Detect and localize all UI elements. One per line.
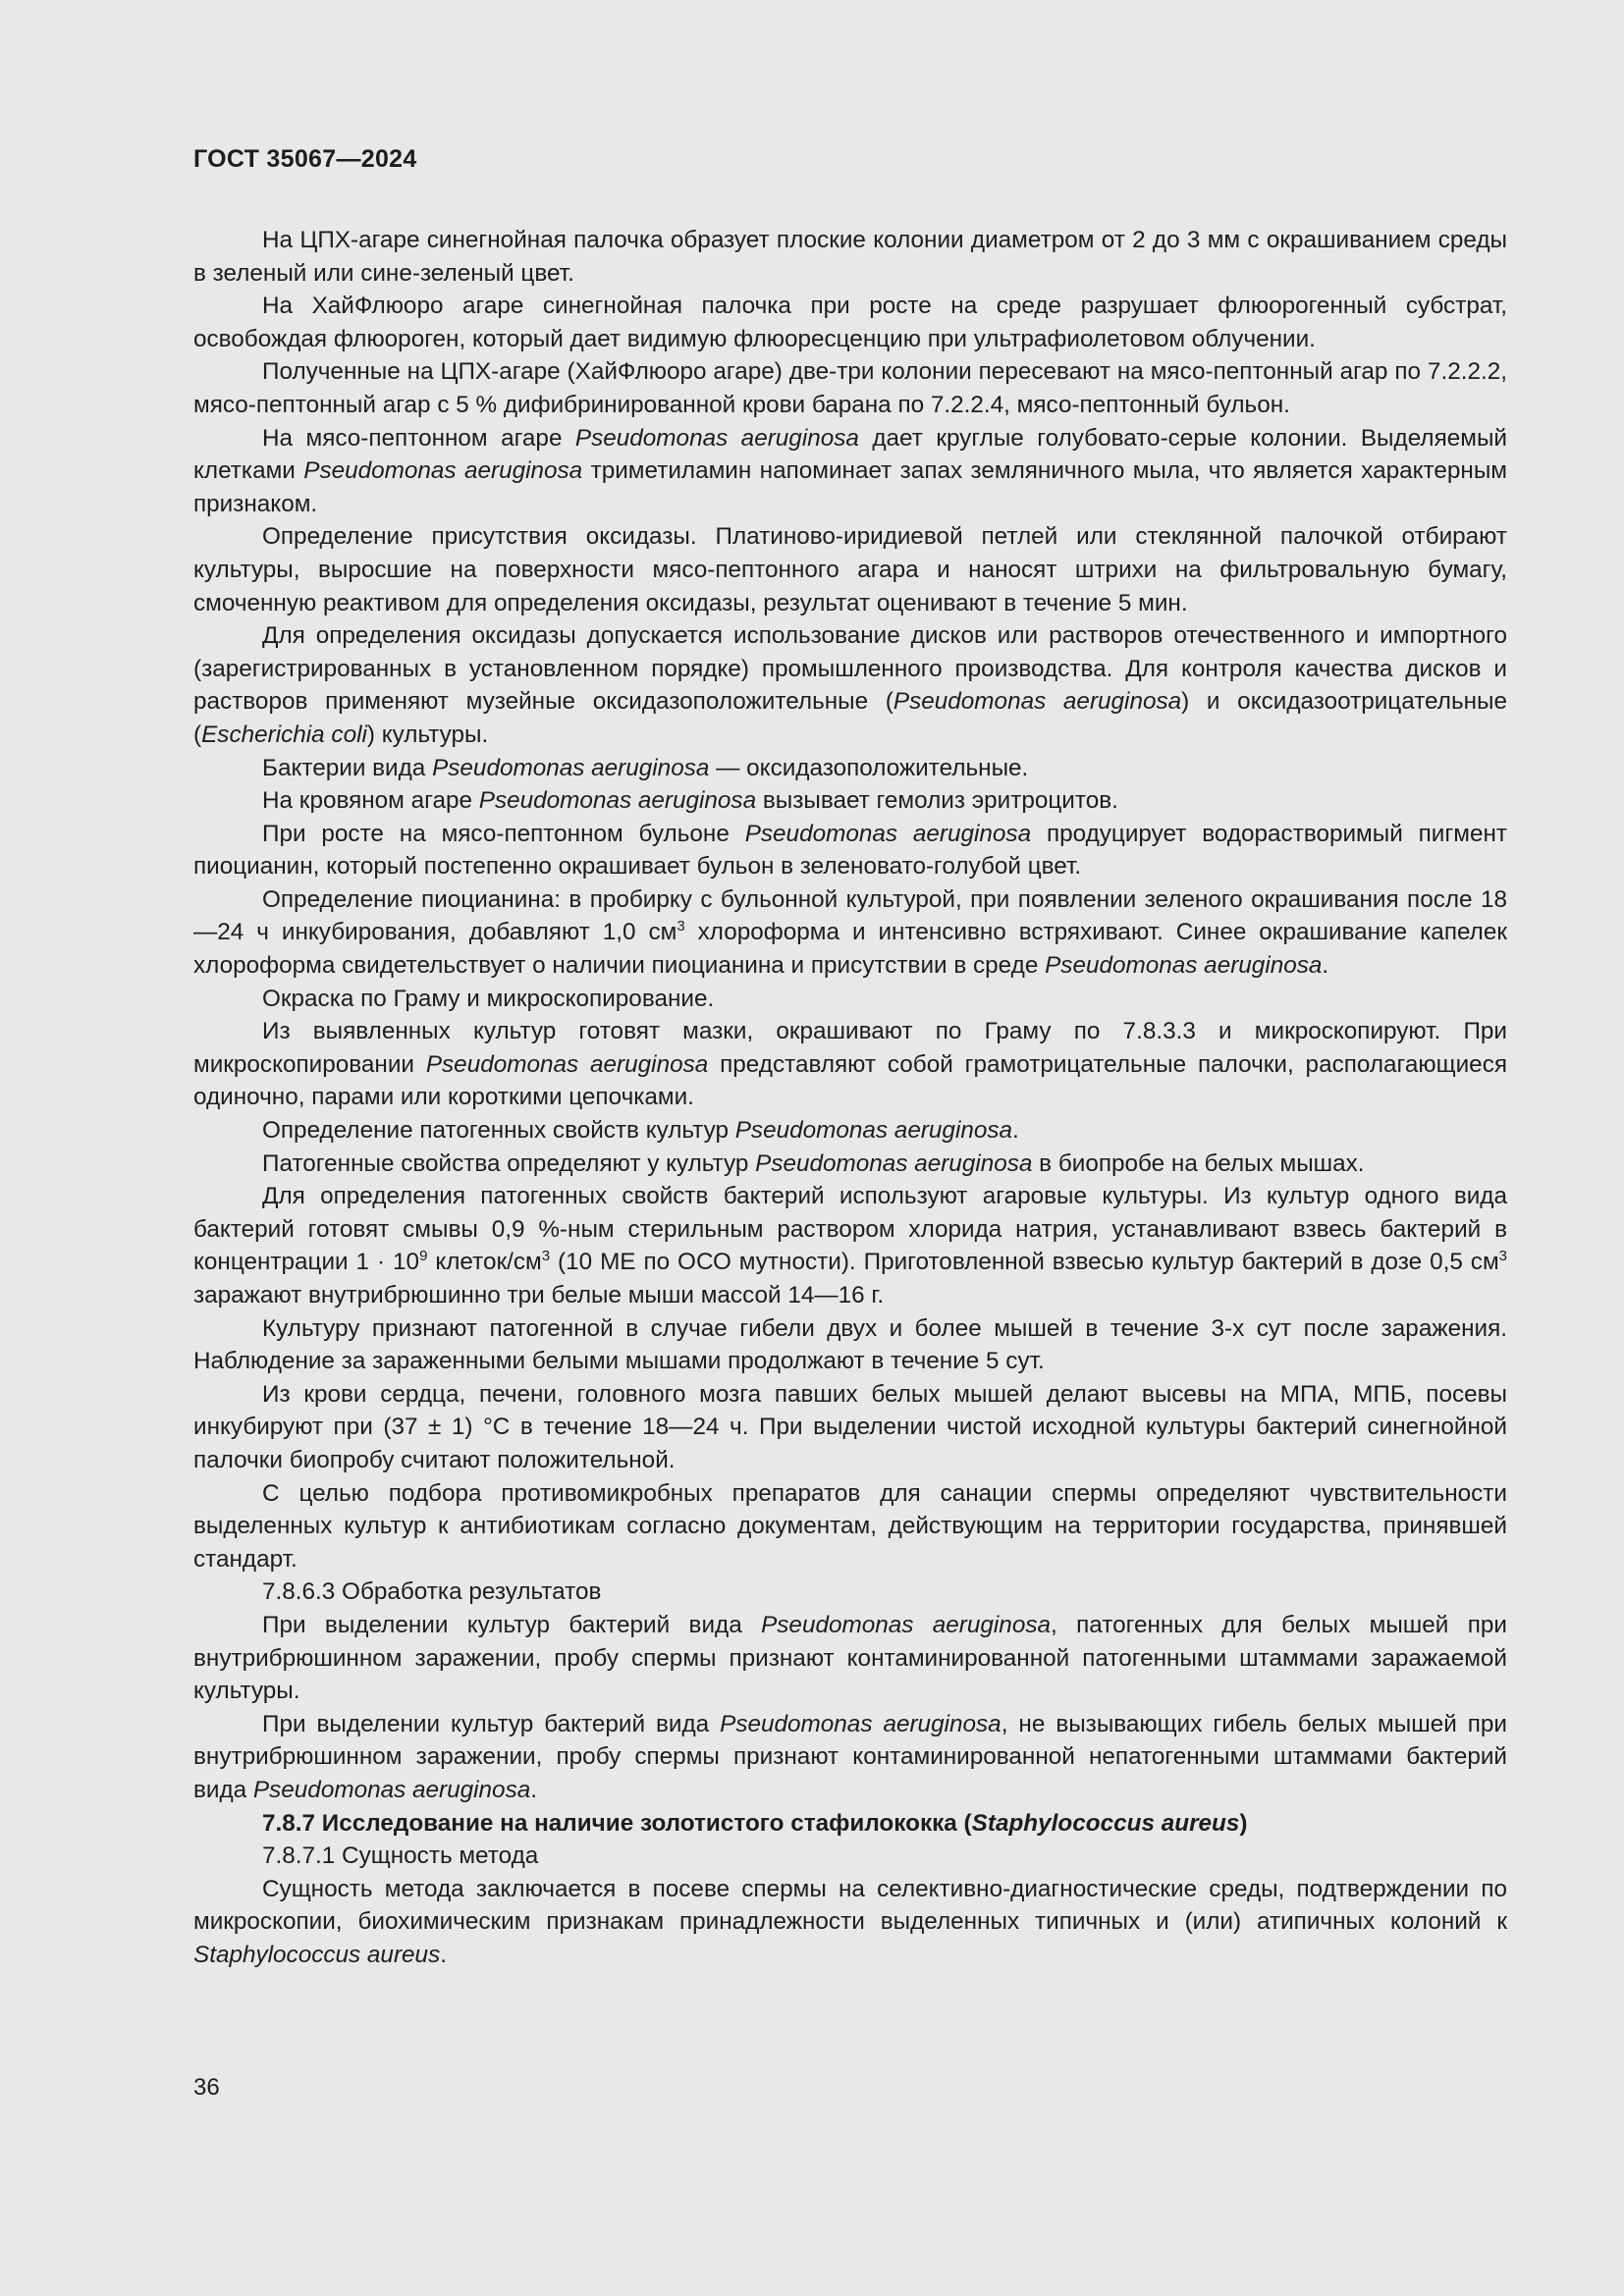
superscript: 3 xyxy=(541,1248,551,1265)
italic-term: Pseudomonas aeruginosa xyxy=(574,424,859,452)
superscript: 3 xyxy=(677,918,685,935)
paragraph xyxy=(193,1312,1507,1378)
text-run: . xyxy=(1012,1117,1019,1145)
text-run: Культуру признают патогенной в случае гибели двух и более мышей в течение 3-х сут после заражения. Наблюдение за зараженными белыми мышами продолжают в течение 5 сут. xyxy=(193,1314,1507,1375)
text-run: На ХайФлюоро агаре синегнойная палочка при росте на среде разрушает флюорогенный субстрат, освобождая флюороген, который дает видимую флюоресценцию при ультрафиолетовом облучении. xyxy=(193,293,1507,352)
italic-term: Pseudomonas aeruginosa xyxy=(478,787,757,815)
text-run: ) xyxy=(1239,1809,1248,1837)
text-run: (10 МЕ по ОСО мутности). Приготовленной взвесью культур бактерий в дозе 0,5 см xyxy=(550,1249,1499,1276)
text-run: 7.8.7 Исследование на наличие золотистого стафилококка ( xyxy=(262,1809,972,1837)
text-run: Полученные на ЦПХ-агаре (ХайФлюоро агаре) две-три колонии пересевают на мясо-пептонный агар по 7.2.2.2, мясо-пептонный агар с 5 % дифибринированной крови барана по 7.2.2.4, мясо-пептонный бульон. xyxy=(193,358,1507,418)
text-run: дает круглые голубовато-серые колонии. Выделяемый клетками xyxy=(193,424,1507,485)
paragraph xyxy=(193,1114,1507,1148)
page-number: 36 xyxy=(193,2074,220,2101)
text-run: 7.8.7.1 Сущность метода xyxy=(262,1842,539,1870)
italic-term: Pseudomonas aeruginosa xyxy=(755,1149,1033,1177)
text-run: хлороформа и интенсивно встряхивают. Синее окрашивание капелек хлороформа свидетельствует о наличии пиоцианина и присутствии в среде xyxy=(193,919,1507,980)
text-run: . xyxy=(440,1941,447,1968)
paragraph xyxy=(193,619,1507,751)
text-run: С целью подбора противомикробных препаратов для санации спермы определяют чувствительности выделенных культур к антибиотикам согласно документам, действующим на территории государства, принявшей стандарт. xyxy=(193,1479,1507,1573)
paragraph xyxy=(193,983,1507,1016)
paragraph xyxy=(193,1477,1507,1576)
paragraph xyxy=(193,784,1507,818)
text-run: в биопробе на белых мышах. xyxy=(1032,1149,1365,1177)
document-code-header: ГОСТ 35067—2024 xyxy=(193,145,417,173)
text-run: Из выявленных культур готовят мазки, окрашивают по Граму по 7.8.3.3 и микроскопируют. При микроскопировании xyxy=(193,1018,1507,1078)
document-body xyxy=(193,224,1507,1971)
paragraph xyxy=(193,1015,1507,1114)
text-run: триметиламин напоминает запах земляничного мыла, что является характерным признаком. xyxy=(193,457,1507,517)
italic-term: Pseudomonas aeruginosa xyxy=(1045,952,1323,980)
superscript: 3 xyxy=(1498,1248,1507,1265)
text-run: Бактерии вида xyxy=(262,754,433,781)
paragraph xyxy=(193,355,1507,421)
text-run: продуцирует водорастворимый пигмент пиоцианин, который постепенно окрашивает бульон в зеленовато-голубой цвет. xyxy=(193,820,1508,881)
text-run: ) и оксидазоотрицательные ( xyxy=(193,688,1507,748)
paragraph xyxy=(193,1378,1507,1477)
italic-term: Escherichia coli xyxy=(201,721,367,748)
text-run: Определение патогенных свойств культур xyxy=(262,1117,735,1145)
italic-term: Staphylococcus aureus xyxy=(193,1941,441,1968)
paragraph xyxy=(193,1840,1507,1873)
text-run: 7.8.6.3 Обработка результатов xyxy=(262,1578,602,1606)
text-run: Из крови сердца, печени, головного мозга павших белых мышей делают высевы на МПА, МПБ, посевы инкубируют при (37 ± 1) °С в течение 18—24 ч. При выделении чистой исходной культуры бактерий синегнойной палочки биопробу считают положительной. xyxy=(193,1380,1507,1473)
text-run: Для определения оксидазы допускается использование дисков или растворов отечественного и импортного (зарегистрированных в установленном порядке) промышленного производства. Для контроля качества дисков и растворов применяют музейные оксидазоположительные ( xyxy=(193,622,1507,716)
text-run: Сущность метода заключается в посеве спермы на селективно-диагностические среды, подтверждении по микроскопии, биохимическим признакам принадлежности выделенных типичных и (или) атипичных колоний к xyxy=(193,1875,1507,1936)
text-run: . xyxy=(1322,952,1329,980)
text-run: , патогенных для белых мышей при внутрибрюшинном заражении, пробу спермы признают контаминированной патогенными штаммами заражаемой культуры. xyxy=(193,1611,1507,1705)
text-run: Окраска по Граму и микроскопирование. xyxy=(262,985,715,1012)
paragraph xyxy=(193,520,1507,619)
italic-term: Pseudomonas aeruginosa xyxy=(252,1776,531,1803)
italic-term: Pseudomonas aeruginosa xyxy=(893,688,1182,716)
italic-term: Pseudomonas aeruginosa xyxy=(425,1050,709,1078)
paragraph xyxy=(193,1575,1507,1609)
text-run: Определение пиоцианина: в пробирку с бульонной культурой, при появлении зеленого окрашивания после 18—24 ч инкубирования, добавляют 1,0 см xyxy=(193,885,1507,946)
paragraph xyxy=(193,818,1507,883)
italic-term: Pseudomonas aeruginosa xyxy=(303,457,583,485)
paragraph xyxy=(193,224,1507,290)
paragraph xyxy=(193,883,1507,983)
text-run: При выделении культур бактерий вида xyxy=(262,1710,721,1737)
italic-term: Pseudomonas aeruginosa xyxy=(432,754,710,781)
paragraph xyxy=(193,1148,1507,1181)
italic-term: Staphylococcus aureus xyxy=(971,1809,1240,1837)
paragraph xyxy=(193,1873,1507,1972)
text-run: Патогенные свойства определяют у культур xyxy=(262,1149,756,1177)
paragraph xyxy=(193,290,1507,355)
text-run: Для определения патогенных свойств бактерий используют агаровые культуры. Из культур одного вида бактерий готовят смывы 0,9 %-ным стерильным раствором хлорида натрия, устанавливают взвесь бактерий в концентрации 1 · 10 xyxy=(193,1183,1507,1276)
paragraph xyxy=(193,1708,1507,1807)
text-run: При росте на мясо-пептонном бульоне xyxy=(262,820,745,847)
text-run: — оксидазоположительные. xyxy=(709,754,1029,781)
paragraph xyxy=(193,1180,1507,1311)
text-run: заражают внутрибрюшинно три белые мыши массой 14—16 г. xyxy=(193,1282,885,1308)
text-run: При выделении культур бактерий вида xyxy=(262,1611,762,1638)
text-run: вызывает гемолиз эритроцитов. xyxy=(756,787,1118,815)
text-run: На ЦПХ-агаре синегнойная палочка образует плоские колонии диаметром от 2 до 3 мм с окрашиванием среды в зеленый или сине-зеленый цвет. xyxy=(193,227,1507,287)
paragraph xyxy=(193,1807,1507,1841)
paragraph xyxy=(193,422,1507,521)
text-run: представляют собой грамотрицательные палочки, располагающиеся одиночно, парами или короткими цепочками. xyxy=(193,1050,1507,1111)
text-run: ) культуры. xyxy=(366,721,489,748)
paragraph xyxy=(193,752,1507,785)
text-run: клеток/см xyxy=(427,1249,542,1276)
paragraph xyxy=(193,1609,1507,1708)
text-run: На мясо-пептонном агаре xyxy=(262,424,575,452)
text-run: Определение присутствия оксидазы. Платиново-иридиевой петлей или стеклянной палочкой отбирают культуры, выросшие на поверхности мясо-пептонного агара и наносят штрихи на фильтровальную бумагу, смоченную реактивом для определения оксидазы, результат оценивают в течение 5 мин. xyxy=(193,523,1507,616)
text-run: , не вызывающих гибель белых мышей при внутрибрюшинном заражении, пробу спермы признают контаминированной непатогенными штаммами бактерий вида xyxy=(193,1710,1508,1803)
italic-term: Pseudomonas aeruginosa xyxy=(734,1117,1013,1145)
superscript: 9 xyxy=(419,1248,428,1265)
text-run: На кровяном агаре xyxy=(262,787,479,815)
italic-term: Pseudomonas aeruginosa xyxy=(720,1710,1001,1737)
text-run: . xyxy=(530,1776,537,1803)
italic-term: Pseudomonas aeruginosa xyxy=(744,820,1032,847)
italic-term: Pseudomonas aeruginosa xyxy=(761,1611,1051,1638)
